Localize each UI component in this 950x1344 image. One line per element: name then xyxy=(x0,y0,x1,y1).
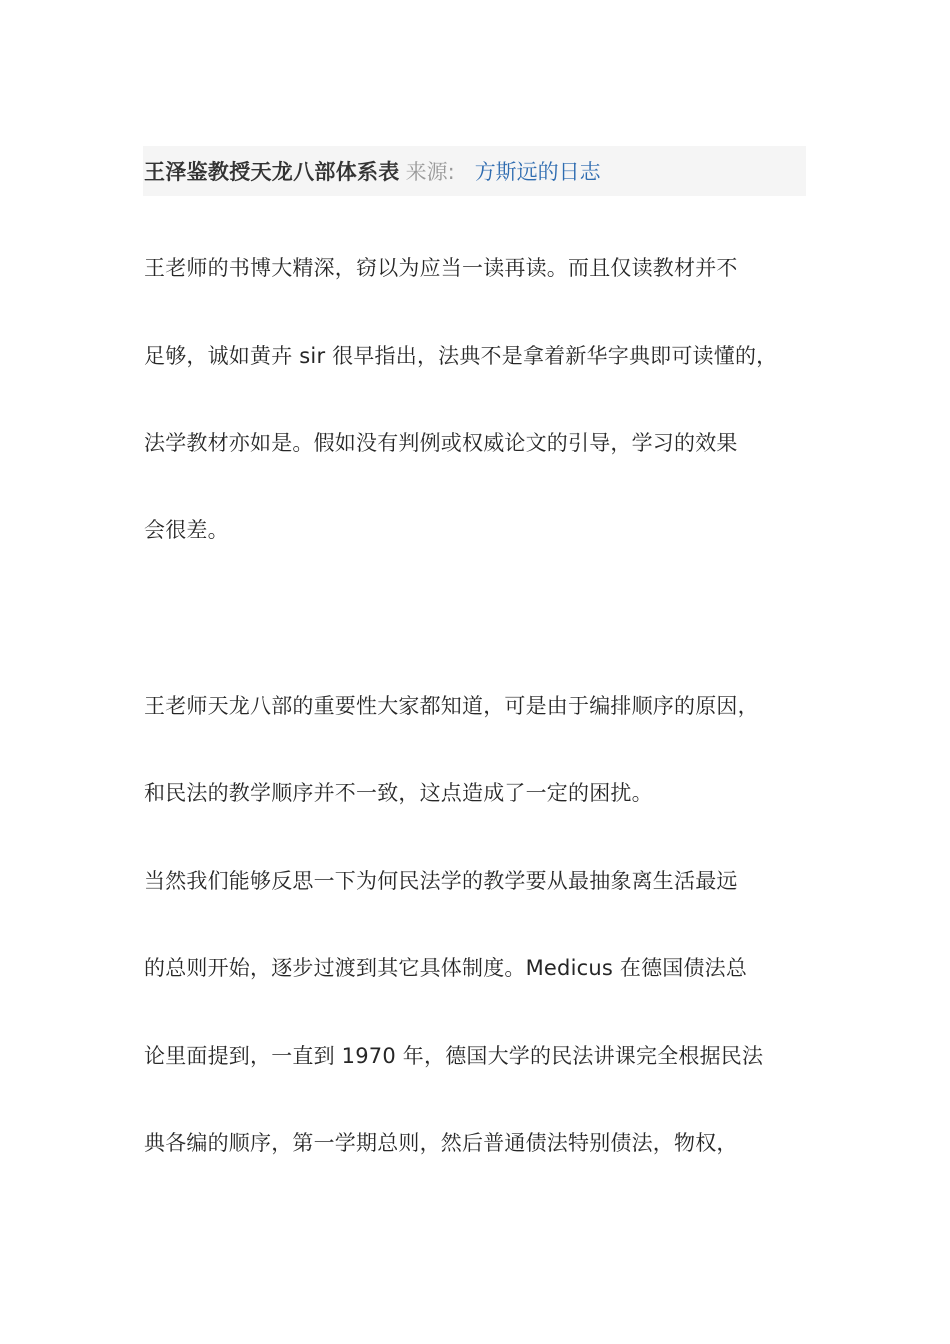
body-line-5: 王老师天龙八部的重要性大家都知道，可是由于编排顺序的原因， xyxy=(144,694,759,718)
body-line-8: 的总则开始，逐步过渡到其它具体制度。Medicus 在德国债法总 xyxy=(144,956,748,980)
body-line-4: 会很差。 xyxy=(144,518,229,542)
source-label: 来源: xyxy=(405,160,455,184)
body-line-7: 当然我们能够反思一下为何民法学的教学要从最抽象离生活最远 xyxy=(144,869,738,893)
body-line-10: 典各编的顺序，第一学期总则，然后普通债法特别债法，物权， xyxy=(144,1131,738,1155)
body-line-1: 王老师的书博大精深，窃以为应当一读再读。而且仅读教材并不 xyxy=(144,256,738,280)
body-line-9: 论里面提到，一直到 1970 年，德国大学的民法讲课完全根据民法 xyxy=(144,1044,764,1068)
post-header xyxy=(143,146,806,196)
body-line-3: 法学教材亦如是。假如没有判例或权威论文的引导，学习的效果 xyxy=(144,431,738,455)
body-line-2: 足够，诚如黄卉 sir 很早指出，法典不是拿着新华字典即可读懂的， xyxy=(144,344,778,368)
source-link[interactable]: 方斯远的日志 xyxy=(474,160,601,184)
post-title: 王泽鉴教授天龙八部体系表 xyxy=(144,160,400,184)
body-line-6: 和民法的教学顺序并不一致，这点造成了一定的困扰。 xyxy=(144,781,653,805)
